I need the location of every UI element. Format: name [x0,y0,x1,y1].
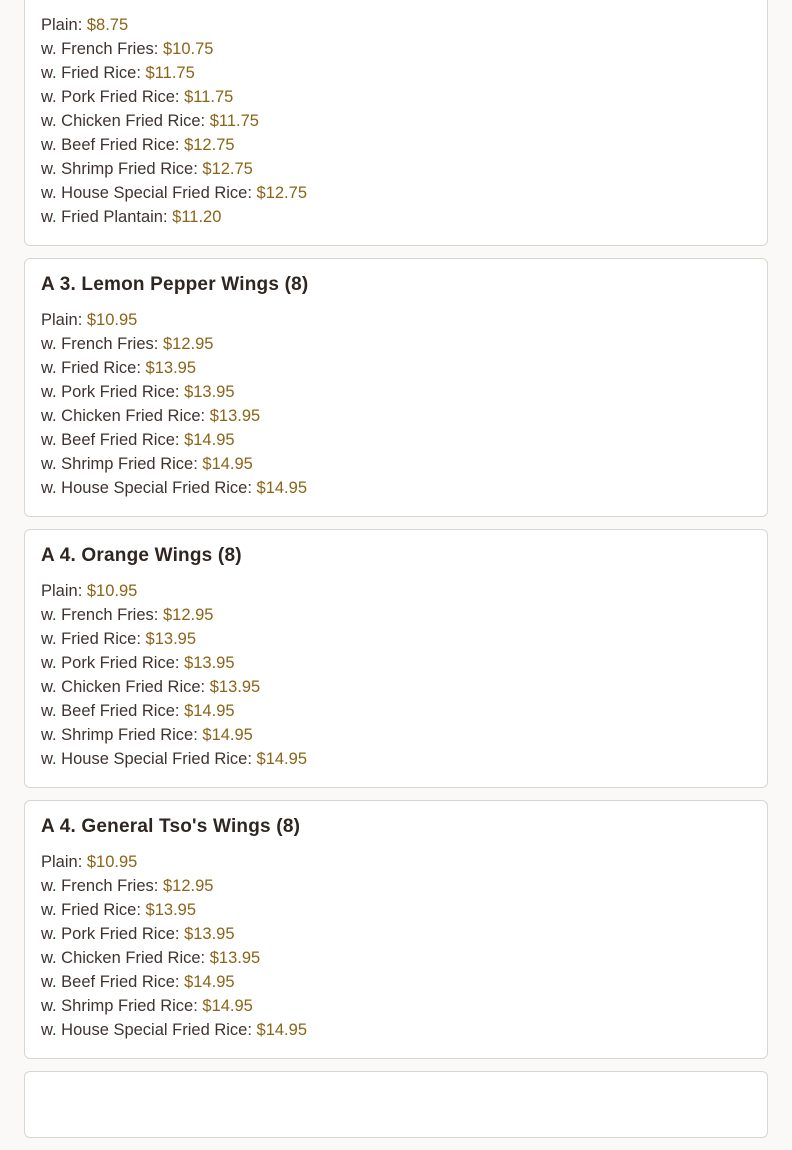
menu-item-title [41,0,751,8]
card-bottom-spacing [41,771,751,787]
price-option-list [41,8,751,229]
price-option-label: w. Pork Fried Rice: [41,383,180,401]
price-value: $13.95 [145,901,197,919]
price-option-label: w. Beef Fried Rice: [41,431,180,449]
price-option [41,37,751,61]
menu-card [24,1071,768,1138]
price-value: $11.75 [145,64,195,82]
price-option-label: w. House Special Fried Rice: [41,184,252,202]
price-value: $14.95 [202,726,253,744]
menu-card [24,800,768,1059]
price-option [41,476,751,500]
price-option [41,85,751,109]
price-option-label: w. Beef Fried Rice: [41,136,180,154]
price-option [41,428,751,452]
price-option [41,13,751,37]
price-option [41,970,751,994]
menu-card [24,529,768,788]
price-option-label: w. Beef Fried Rice: [41,702,180,720]
price-value: $13.95 [209,407,261,425]
menu-card [24,0,768,246]
price-option [41,61,751,85]
price-value: $12.95 [162,606,214,624]
price-value: $14.95 [202,997,253,1015]
price-option-label: w. French Fries: [41,606,159,624]
price-value: $12.95 [162,335,214,353]
price-option [41,332,751,356]
menu-item-title: A 4. General Tso's Wings (8) [41,816,301,837]
price-option-label: w. Pork Fried Rice: [41,88,180,106]
price-option [41,1018,751,1042]
price-option [41,747,751,771]
price-option [41,850,751,874]
card-bottom-spacing [41,1042,751,1058]
price-option-label: w. Shrimp Fried Rice: [41,455,198,473]
price-value: $13.95 [184,925,235,943]
price-value: $10.95 [86,853,138,871]
price-option-label: w. Pork Fried Rice: [41,925,180,943]
price-option [41,946,751,970]
price-option-label: w. Beef Fried Rice: [41,973,180,991]
price-option [41,205,751,229]
price-value: $12.75 [184,136,235,154]
price-option [41,579,751,603]
price-option [41,404,751,428]
price-option [41,874,751,898]
price-option [41,898,751,922]
price-option-list [41,303,751,500]
price-option [41,603,751,627]
price-option-label: w. French Fries: [41,335,159,353]
price-option-label: w. Shrimp Fried Rice: [41,160,198,178]
price-option-label: w. French Fries: [41,40,159,58]
price-option-label: w. Pork Fried Rice: [41,654,180,672]
price-option-label: w. Chicken Fried Rice: [41,678,206,696]
price-option [41,356,751,380]
card-bottom-spacing [41,500,751,516]
price-value: $10.75 [162,40,214,58]
menu-item-title: A 3. Lemon Pepper Wings (8) [41,274,309,295]
price-value: $14.95 [256,479,307,497]
price-value: $11.75 [184,88,234,106]
price-option-label: w. Fried Rice: [41,64,141,82]
price-value: $13.95 [145,359,197,377]
price-option [41,922,751,946]
price-option-label: Plain: [41,582,83,600]
price-option [41,699,751,723]
price-option [41,181,751,205]
price-value: $13.95 [209,678,261,696]
price-option [41,651,751,675]
price-value: $14.95 [184,431,235,449]
price-option [41,452,751,476]
price-value: $14.95 [184,973,235,991]
price-option-label: w. House Special Fried Rice: [41,1021,252,1039]
menu-section-list [24,0,768,1150]
price-option [41,109,751,133]
price-option-label: w. French Fries: [41,877,159,895]
menu-item-title: A 4. Orange Wings (8) [41,545,242,566]
price-option-label: Plain: [41,16,83,34]
price-value: $12.95 [162,877,214,895]
price-value: $11.75 [209,112,259,130]
price-option-label: Plain: [41,311,83,329]
price-value: $13.95 [184,654,235,672]
card-bottom-spacing [41,1121,751,1137]
price-option-label: w. Fried Rice: [41,901,141,919]
card-bottom-spacing [41,229,751,245]
price-option [41,157,751,181]
price-value: $14.95 [184,702,235,720]
price-value: $12.75 [202,160,253,178]
menu-card [24,258,768,517]
menu-item-title [41,1072,751,1116]
price-value: $8.75 [86,16,129,34]
price-value: $10.95 [86,311,138,329]
price-option-list [41,574,751,771]
price-option-label: w. Fried Rice: [41,630,141,648]
price-value: $12.75 [256,184,307,202]
price-option-label: w. House Special Fried Rice: [41,750,252,768]
price-option-label: w. Chicken Fried Rice: [41,407,206,425]
price-value: $14.95 [256,750,307,768]
price-option [41,133,751,157]
price-value: $11.20 [172,208,222,226]
price-option-label: w. Fried Rice: [41,359,141,377]
price-option [41,308,751,332]
price-option-label: w. Shrimp Fried Rice: [41,997,198,1015]
price-option [41,994,751,1018]
price-value: $13.95 [209,949,261,967]
price-option-label: w. Shrimp Fried Rice: [41,726,198,744]
price-value: $14.95 [202,455,253,473]
price-option-label: w. Fried Plantain: [41,208,168,226]
price-option-label: w. Chicken Fried Rice: [41,112,206,130]
price-option [41,675,751,699]
price-option-list [41,845,751,1042]
price-option [41,723,751,747]
price-value: $10.95 [86,582,138,600]
price-option-label: w. House Special Fried Rice: [41,479,252,497]
price-value: $13.95 [184,383,235,401]
price-option [41,380,751,404]
price-option-label: Plain: [41,853,83,871]
price-value: $14.95 [256,1021,307,1039]
price-option-label: w. Chicken Fried Rice: [41,949,206,967]
price-option [41,627,751,651]
price-value: $13.95 [145,630,197,648]
